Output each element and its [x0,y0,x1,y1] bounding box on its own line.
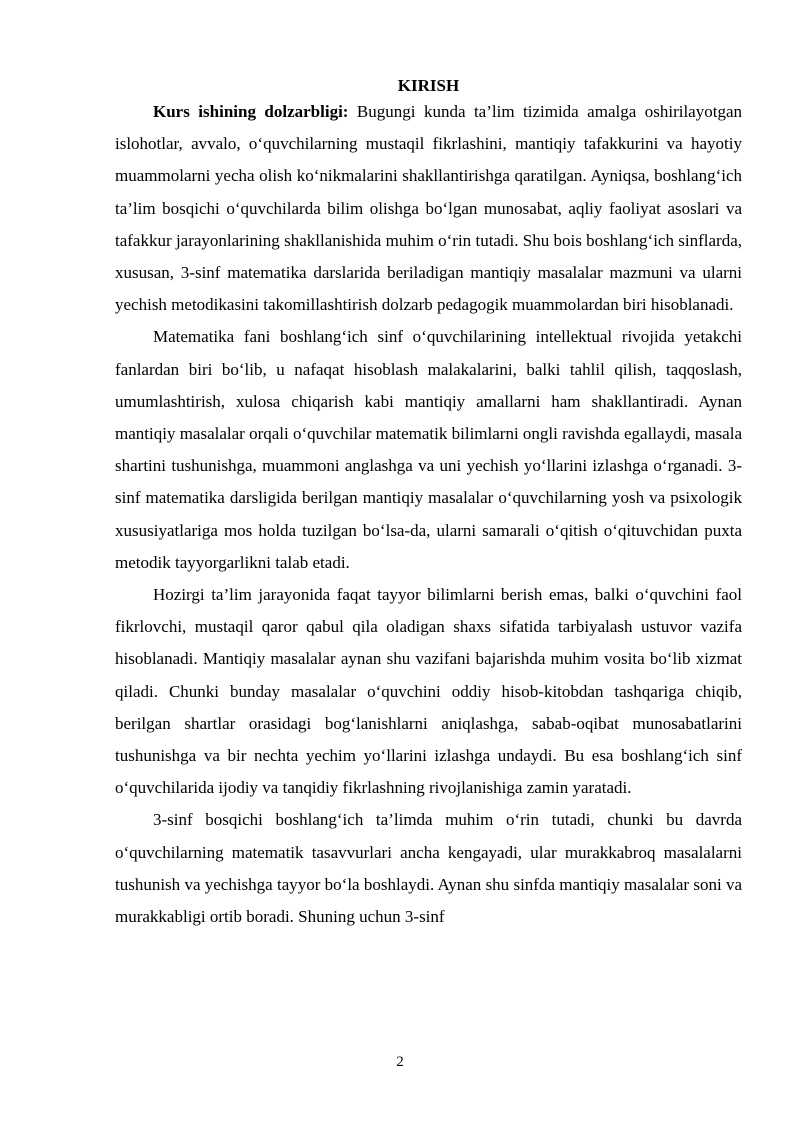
page-number: 2 [396,1054,404,1070]
paragraph-relevance [115,96,742,321]
paragraph-text: Bugungi kunda ta’lim tizimida amalga oshirilayotgan islohotlar, avvalo, o‘quvchilarning mustaqil fikrlashini, mantiqiy tafakkurini va hayotiy muammolarni yecha olish ko‘nikmalarini shakllantirishga qaratilgan. Ayniqsa, boshlang‘ich ta’lim bosqichi o‘quvchilarda bilim olishga bo‘lgan munosabat, aqliy faoliyat asoslari va tafakkur jarayonlarining shakllanishida muhim o‘rin tutadi. Shu bois boshlang‘ich sinflarda, xususan, 3-sinf matematika darslarida beriladigan mantiqiy masalalar mazmuni va ularni yechish metodikasini takomillashtirish dolzarb pedagogik muammolardan biri hisoblanadi. [115,102,742,315]
paragraph-grade-three: 3-sinf bosqichi boshlang‘ich ta’limda muhim o‘rin tutadi, chunki bu davrda o‘quvchilarning matematik tasavvurlari ancha kengayadi, ular murakkabroq masalalarni tushunish va yechishga tayyor bo‘la boshlaydi. Aynan shu sinfda mantiqiy masalalar soni va murakkabligi ortib boradi. Shuning uchun 3-sinf [115,810,742,927]
document-page [115,76,742,933]
paragraph-mathematics: Matematika fani boshlang‘ich sinf o‘quvchilarining intellektual rivojida yetakchi fanlardan biri bo‘lib, u nafaqat hisoblash malakalarini, balki tahlil qilish, taqqoslash, umumlashtirish, xulosa chiqarish kabi mantiqiy amallarni ham shakllantiradi. Aynan mantiqiy masalalar orqali o‘quvchilar matematik bilimlarni ongli ravishda egallaydi, masala shartini tushunishga, muammoni anglashga va uni yechish yo‘llarini izlashga o‘rganadi. 3-sinf matematika darsligida berilgan mantiqiy masalalar o‘quvchilarning yosh va psixologik xususiyatlariga mos holda tuzilgan bo‘lsa-da, ularni samarali o‘qitish o‘qituvchidan puxta metodik tayyorgarlikni talab etadi. [115,327,742,572]
paragraph-lead: Kurs ishining dolzarbligi: [153,102,349,121]
section-heading: KIRISH [397,76,460,95]
paragraph-modern-education: Hozirgi ta’lim jarayonida faqat tayyor bilimlarni berish emas, balki o‘quvchini faol fikrlovchi, mustaqil qaror qabul qila oladigan shaxs sifatida tarbiyalash ustuvor vazifa hisoblanadi. Mantiqiy masalalar aynan shu vazifani bajarishda muhim vosita bo‘lib xizmat qiladi. Chunki bunday masalalar o‘quvchini oddiy hisob-kitobdan tashqariga chiqib, berilgan shartlar orasidagi bog‘lanishlarni aniqlashga, sabab-oqibat munosabatlarini tushunishga va bir nechta yechim yo‘llarini izlashga undaydi. Bu esa boshlang‘ich sinf o‘quvchilarida ijodiy va tanqidiy fikrlashning rivojlanishiga zamin yaratadi. [115,585,742,798]
